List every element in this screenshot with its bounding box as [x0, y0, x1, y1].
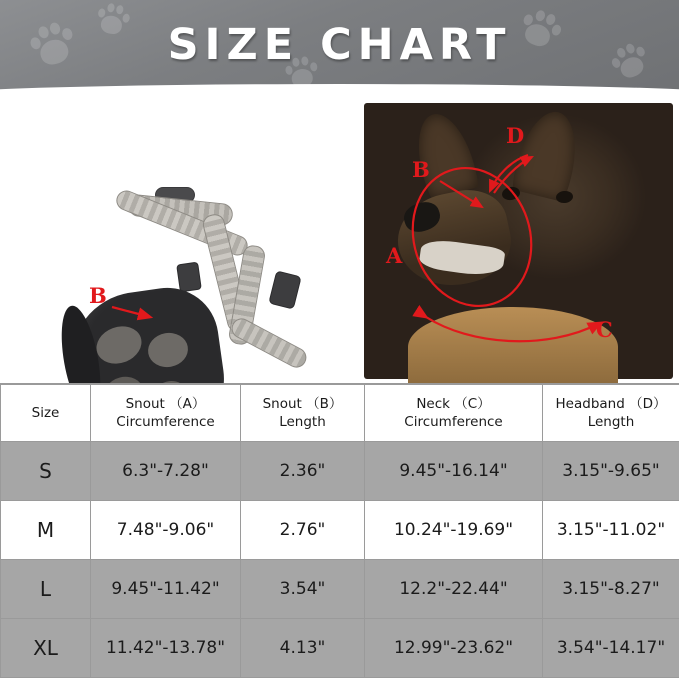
header-banner: [0, 0, 679, 95]
cell-size: XL: [1, 619, 91, 678]
table-body: [1, 442, 679, 678]
cell-snout-length: 2.76": [241, 501, 365, 560]
cell-snout-length: 3.54": [241, 560, 365, 619]
cell-size: L: [1, 560, 91, 619]
cell-size: S: [1, 442, 91, 501]
cell-neck-circumference: 10.24"-19.69": [365, 501, 543, 560]
annotation-letter-d: D: [506, 123, 525, 148]
column-header-snout-circumference-line2: Circumference: [116, 414, 215, 430]
cell-snout-circumference: 6.3"-7.28": [91, 442, 241, 501]
column-header-neck-circumference-line1: Neck （C）: [416, 395, 491, 412]
cell-neck-circumference: 12.99"-23.62": [365, 619, 543, 678]
column-header-headband-length-line1: Headband （D）: [555, 395, 667, 412]
table-row: [1, 619, 679, 678]
illustration-area: [0, 95, 679, 383]
annotation-letter-b: B: [89, 283, 107, 308]
table-row: [1, 501, 679, 560]
dog-chest: [408, 307, 618, 383]
cell-neck-circumference: 12.2"-22.44": [365, 560, 543, 619]
column-header-size-line1: Size: [31, 404, 60, 421]
cell-snout-circumference: 7.48"-9.06": [91, 501, 241, 560]
column-header-headband-length-line2: Length: [587, 414, 635, 430]
size-table-container: [0, 383, 679, 679]
muzzle-strap-slider: [176, 262, 202, 293]
muzzle-product-image: [0, 95, 360, 383]
table-header: [1, 385, 679, 442]
table-row: [1, 560, 679, 619]
cell-size: M: [1, 501, 91, 560]
size-table: [0, 384, 679, 678]
annotation-letter-c: C: [596, 317, 613, 342]
annotation-letter-a: A: [386, 243, 403, 268]
column-header-neck-circumference: [365, 385, 543, 442]
cell-headband-length: 3.54"-14.17": [543, 619, 679, 678]
cell-snout-circumference: 11.42"-13.78": [91, 619, 241, 678]
column-header-snout-length-line1: Snout （B）: [262, 395, 343, 412]
column-header-headband-length: [543, 385, 679, 442]
column-header-size: [1, 385, 91, 442]
muzzle-strap-buckle: [268, 270, 301, 309]
cell-snout-length: 2.36": [241, 442, 365, 501]
page-title: SIZE CHART: [167, 20, 512, 70]
column-header-snout-length-line2: Length: [279, 414, 326, 430]
dog-photo: [360, 95, 679, 383]
cell-neck-circumference: 9.45"-16.14": [365, 442, 543, 501]
cell-snout-length: 4.13": [241, 619, 365, 678]
column-header-snout-length: [241, 385, 365, 442]
table-row: [1, 442, 679, 501]
cell-snout-circumference: 9.45"-11.42": [91, 560, 241, 619]
annotation-letter-b: B: [412, 157, 430, 182]
column-header-snout-circumference: [91, 385, 241, 442]
cell-headband-length: 3.15"-11.02": [543, 501, 679, 560]
column-header-neck-circumference-line2: Circumference: [404, 414, 503, 430]
cell-headband-length: 3.15"-9.65": [543, 442, 679, 501]
cell-headband-length: 3.15"-8.27": [543, 560, 679, 619]
header-curve-divider: [0, 84, 679, 95]
column-header-snout-circumference-line1: Snout （A）: [125, 395, 206, 412]
table-header-row: [1, 385, 679, 442]
